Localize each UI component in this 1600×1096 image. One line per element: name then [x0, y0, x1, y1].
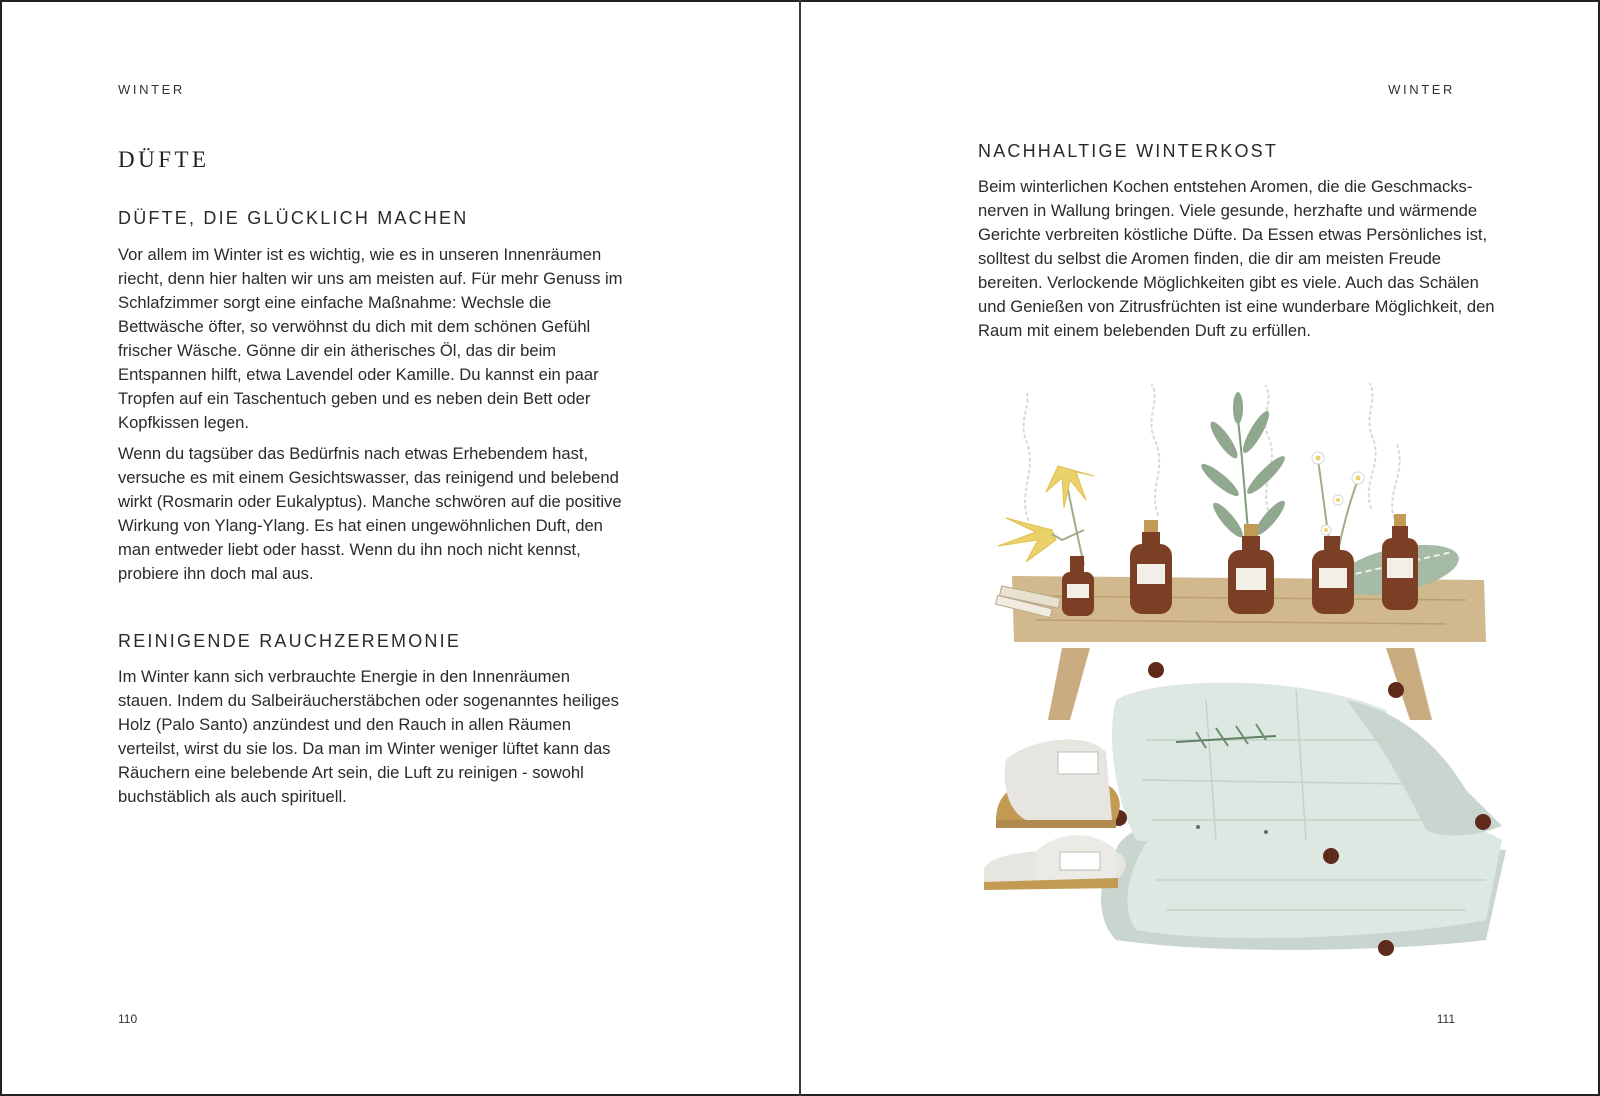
section-title-smoke-ceremony: REINIGENDE RAUCHZEREMONIE [118, 631, 462, 651]
paragraph-scents-2: Wenn du tagsüber das Bedürfnis nach etwas Erhebendem hast, versuche es mit einem Gesichtswasser, das reinigend und belebend wirkt (Rosmarin oder Eukalyptus). Manche schwören auf die positive Wirkung von Ylang-Ylang. Es hat einen ungewöhnlichen Duft, den man entweder liebt oder hasst. Wenn du ihn noch nicht kennst, probiere ihn doch mal aus. [118, 444, 622, 583]
bottle-1 [1062, 556, 1094, 616]
section-title-winter-food: NACHHALTIGE WINTERKOST [978, 141, 1279, 161]
bottle-5 [1382, 514, 1418, 610]
left-page [0, 0, 799, 1096]
running-head-right: WINTER [1388, 82, 1455, 97]
running-head-left: WINTER [118, 82, 185, 97]
page-number-left: 110 [118, 1012, 138, 1026]
page-number-right: 111 [1436, 1012, 1455, 1026]
paragraph-smoke-ceremony: Im Winter kann sich verbrauchte Energie in den Innenräumen stauen. Indem du Salbeiräucherstäbchen oder sogenanntes heiliges Holz (Palo Santo) anzündest und den Rauch in allen Räumen verteilst, wirst du sie los. Da man im Winter weniger lüftet kann das Räuchern eine belebende Art sein, die Luft zu reinigen - sowohl buchstäblich als auch spirituell. [118, 667, 619, 806]
section-title-scents: DÜFTE, DIE GLÜCKLICH MACHEN [118, 208, 469, 228]
illustration-bench-bottles-pillows [966, 380, 1506, 980]
slippers [984, 740, 1126, 890]
bottle-3 [1228, 524, 1274, 614]
bottle-4 [1312, 536, 1354, 614]
paragraph-scents-1: Vor allem im Winter ist es wichtig, wie es in unseren Innenräumen riecht, denn hier halten wir uns am meisten auf. Für mehr Genuss im Schlafzimmer sorgt eine einfache Maßnahme: Wechsle die Bettwäsche öfter, so verwöhnst du dich mit dem schönen Gefühl frischer Wäsche. Gönne dir ein ätherisches Öl, das dir beim Entspannen hilft, etwa Lavendel oder Kamille. Du kannst ein paar Tropfen auf ein Taschentuch geben und es neben dein Bett oder Kopfkissen legen. [118, 245, 623, 432]
chapter-title: DÜFTE [118, 147, 210, 172]
pillows-and-blanket [1101, 683, 1506, 950]
paragraph-winter-food: Beim winterlichen Kochen entstehen Aromen, die die Geschmacks-nerven in Wallung bringen. Viele gesunde, herzhafte und wärmende Gerichte verbreiten köstliche Düfte. Da Essen etwas Persönliches ist, solltest du selbst die Aromen finden, die dir am meisten Freude bereiten. Verlockende Möglichkeiten gibt es viele. Auch das Schälen und Genießen von Zitrusfrüchten ist eine wunderbare Möglichkeit, den Raum mit einem belebenden Duft zu erfüllen. [978, 177, 1495, 340]
ylang-ylang-flowers [998, 466, 1094, 565]
right-page [801, 0, 1598, 1096]
bottle-2 [1130, 520, 1172, 614]
